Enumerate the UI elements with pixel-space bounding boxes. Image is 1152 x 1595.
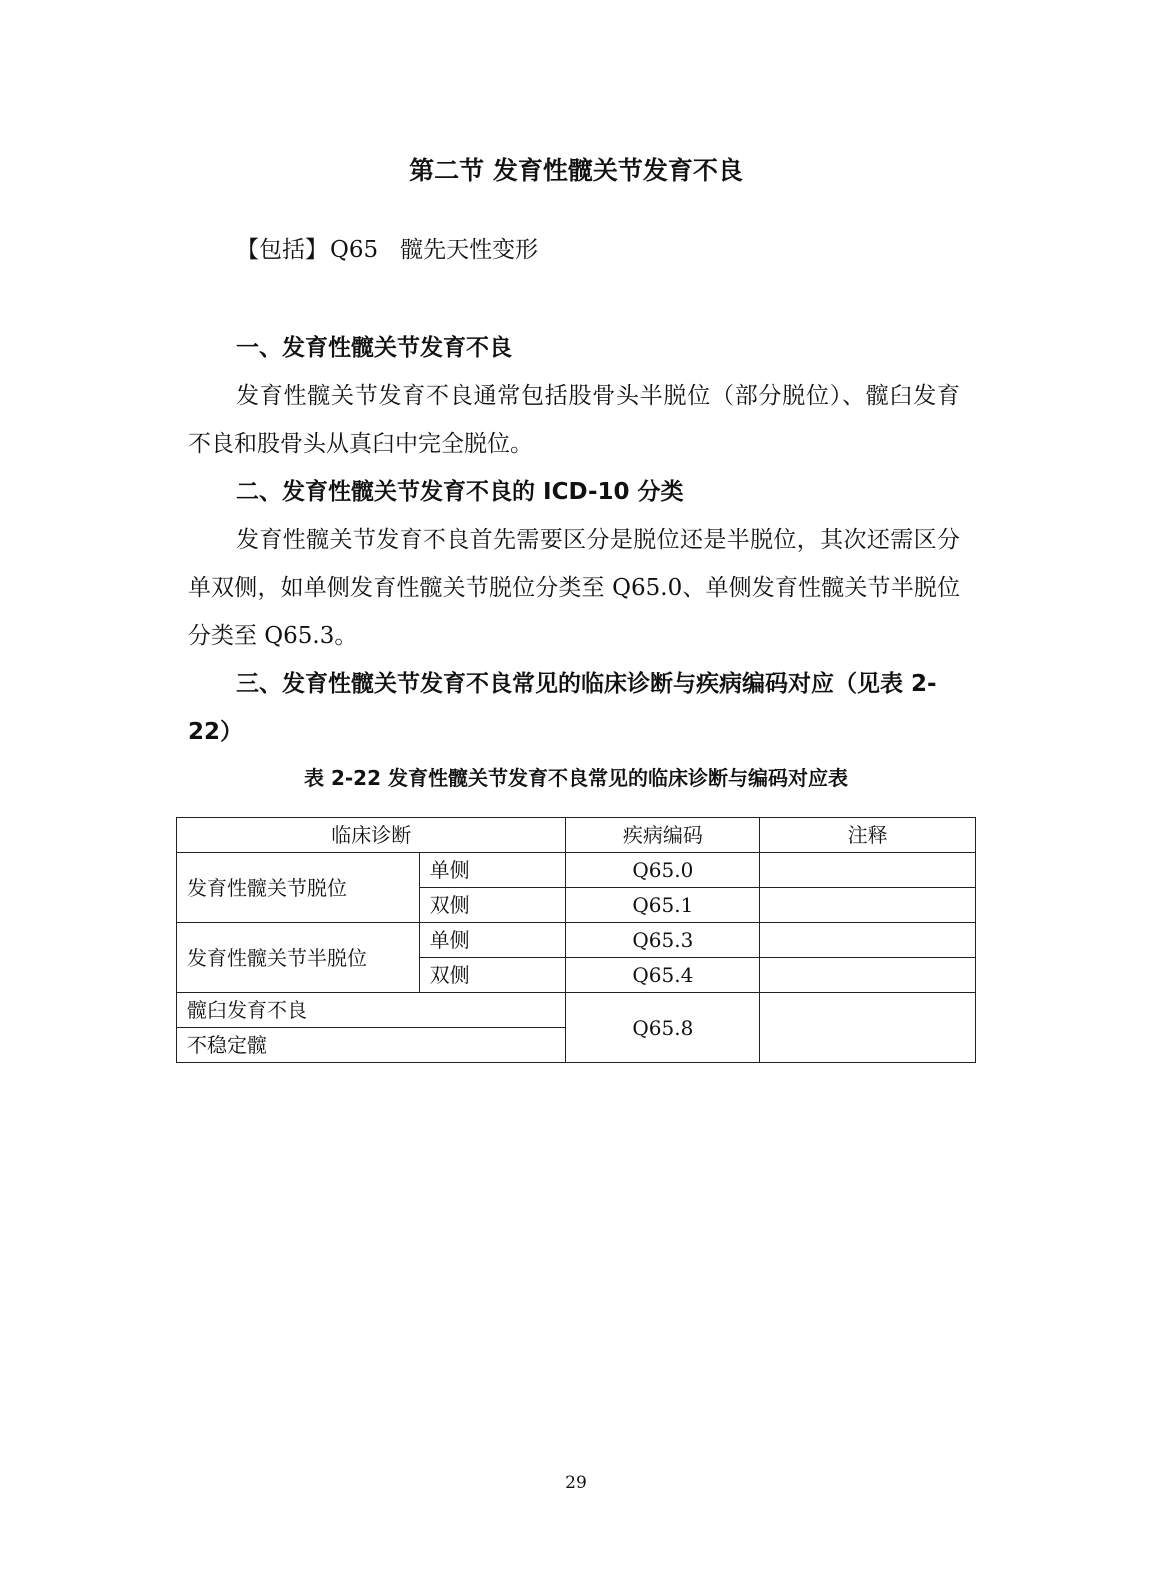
table-header-row xyxy=(177,818,976,853)
section-3 xyxy=(188,660,960,756)
code-cell: Q65.8 xyxy=(566,993,760,1063)
paragraph-2: 发育性髋关节发育不良首先需要区分是脱位还是半脱位，其次还需区分单双侧，如单侧发育性髋关节脱位分类至 Q65.0、单侧发育性髋关节半脱位分类至 Q65.3。 xyxy=(188,527,960,649)
page-number: 29 xyxy=(565,1473,587,1493)
diagnosis-cell: 不稳定髋 xyxy=(177,1028,566,1063)
note-cell xyxy=(760,958,976,993)
diagnosis-cell: 发育性髋关节半脱位 xyxy=(177,923,420,993)
section-2 xyxy=(188,468,960,660)
header-note: 注释 xyxy=(760,818,976,853)
diagnosis-cell: 发育性髋关节脱位 xyxy=(177,853,420,923)
paragraph-1: 发育性髋关节发育不良通常包括股骨头半脱位（部分脱位）、髋臼发育不良和股骨头从真臼中完全脱位。 xyxy=(188,383,960,457)
header-diagnosis: 临床诊断 xyxy=(177,818,566,853)
note-cell xyxy=(760,993,976,1063)
heading-2: 二、发育性髋关节发育不良的 ICD-10 分类 xyxy=(236,479,684,505)
code-cell: Q65.3 xyxy=(566,923,760,958)
side-cell: 双侧 xyxy=(419,888,566,923)
table-caption: 表 2-22 发育性髋关节发育不良常见的临床诊断与编码对应表 xyxy=(304,766,848,790)
note-cell xyxy=(760,853,976,888)
side-cell: 双侧 xyxy=(419,958,566,993)
code-cell: Q65.1 xyxy=(566,888,760,923)
page-title: 第二节 发育性髋关节发育不良 xyxy=(409,156,743,185)
header-code: 疾病编码 xyxy=(566,818,760,853)
table-row xyxy=(177,923,976,958)
table-row xyxy=(177,853,976,888)
side-cell: 单侧 xyxy=(419,853,566,888)
note-cell xyxy=(760,923,976,958)
heading-1: 一、发育性髋关节发育不良 xyxy=(236,335,512,361)
includes-line xyxy=(236,232,538,268)
includes-code: Q65 xyxy=(330,237,379,263)
code-cell: Q65.0 xyxy=(566,853,760,888)
diagnosis-cell: 髋臼发育不良 xyxy=(177,993,566,1028)
table-row xyxy=(177,993,976,1028)
diagnosis-code-table xyxy=(176,817,976,1063)
includes-label: 【包括】 xyxy=(236,237,328,263)
heading-3: 三、发育性髋关节发育不良常见的临床诊断与疾病编码对应（见表 2-22） xyxy=(188,671,937,745)
section-1 xyxy=(188,324,960,468)
code-cell: Q65.4 xyxy=(566,958,760,993)
side-cell: 单侧 xyxy=(419,923,566,958)
includes-text: 髋先天性变形 xyxy=(400,237,539,263)
note-cell xyxy=(760,888,976,923)
